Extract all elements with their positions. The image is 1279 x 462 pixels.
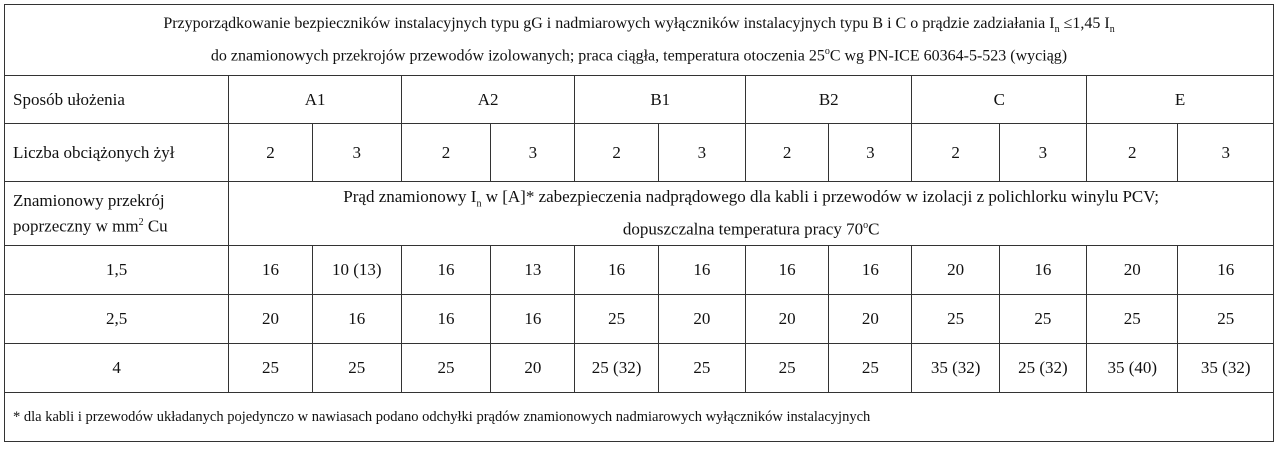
current-value: 16 (491, 295, 575, 344)
cores-cell: 3 (491, 124, 575, 182)
cores-cell: 3 (1178, 124, 1274, 182)
title-subscript: n (1109, 23, 1115, 35)
cores-row (5, 124, 1274, 182)
cores-cell: 2 (1087, 124, 1178, 182)
current-value: 25 (746, 344, 829, 393)
section-header-row (5, 182, 1274, 246)
title-text: Przyporządkowanie bezpieczników instalacyjnych typu gG i nadmiarowych wyłączników instalacyjnych typu B i C o prądzie zadziałania I (163, 14, 1055, 32)
description-text: C (868, 220, 880, 240)
current-value: 25 (32) (575, 344, 658, 393)
description-text: w [A]* zabezpieczenia nadprądowego dla kabli i przewodów w izolacji z polichlorku winylu PCV; (481, 186, 1160, 206)
superscript: 2 (138, 216, 144, 228)
rated-current-description (229, 182, 1274, 246)
description-text: dopuszczalna temperatura pracy 70 (622, 220, 864, 240)
cores-cell: 2 (912, 124, 999, 182)
current-value: 16 (829, 246, 912, 295)
cores-cell: 3 (658, 124, 745, 182)
current-value: 25 (829, 344, 912, 393)
footnote-row (5, 393, 1274, 442)
title-text: do znamionowych przekrojów przewodów izolowanych; praca ciągła, temperatura otoczenia 25 (210, 47, 825, 65)
cores-cell: 2 (401, 124, 490, 182)
method-label: Sposób ułożenia (5, 76, 229, 124)
current-value: 25 (1087, 295, 1178, 344)
current-value: 16 (999, 246, 1086, 295)
cores-cell: 3 (999, 124, 1086, 182)
current-value: 35 (40) (1087, 344, 1178, 393)
cross-section-value: 4 (5, 344, 229, 393)
method-header: A1 (229, 76, 402, 124)
cross-section-label-text: Cu (143, 216, 168, 236)
title-text: ≤1,45 I (1059, 14, 1110, 32)
table-row (5, 295, 1274, 344)
title-text: C wg PN-ICE 60364-5-523 (wyciąg) (829, 47, 1068, 65)
cross-section-label-text: poprzeczny w mm (13, 216, 139, 236)
cross-section-label-text: Znamionowy przekrój (13, 190, 165, 210)
current-value: 16 (401, 246, 490, 295)
table-row (5, 246, 1274, 295)
cross-section-value: 1,5 (5, 246, 229, 295)
current-value: 16 (658, 246, 745, 295)
table-container (4, 4, 1274, 456)
description-text: Prąd znamionowy I (343, 186, 477, 206)
current-value: 20 (658, 295, 745, 344)
current-value: 13 (491, 246, 575, 295)
current-value: 16 (401, 295, 490, 344)
current-value: 16 (229, 246, 312, 295)
method-header: A2 (401, 76, 575, 124)
method-header: E (1087, 76, 1274, 124)
fuse-assignment-table (4, 4, 1274, 442)
current-value: 20 (491, 344, 575, 393)
current-value: 25 (229, 344, 312, 393)
current-value: 20 (746, 295, 829, 344)
current-value: 25 (312, 344, 401, 393)
superscript: o (863, 220, 869, 232)
current-value: 35 (32) (1178, 344, 1274, 393)
current-value: 25 (658, 344, 745, 393)
method-header: C (912, 76, 1087, 124)
cores-cell: 2 (229, 124, 312, 182)
cores-cell: 3 (829, 124, 912, 182)
current-value: 25 (575, 295, 658, 344)
cores-label: Liczba obciążonych żył (5, 124, 229, 182)
footnote: * dla kabli i przewodów układanych pojedynczo w nawiasach podano odchyłki prądów znamionowych nadmiarowych wyłączników instalacyjnych (5, 393, 1274, 442)
current-value: 25 (32) (999, 344, 1086, 393)
cores-cell: 2 (746, 124, 829, 182)
current-value: 25 (1178, 295, 1274, 344)
current-value: 20 (912, 246, 999, 295)
table-row (5, 344, 1274, 393)
title-subscript: n (1054, 23, 1060, 35)
subscript: n (476, 198, 482, 210)
title-row (5, 5, 1274, 76)
current-value: 16 (1178, 246, 1274, 295)
current-value: 16 (312, 295, 401, 344)
current-value: 20 (1087, 246, 1178, 295)
cross-section-value: 2,5 (5, 295, 229, 344)
current-value: 16 (746, 246, 829, 295)
current-value: 25 (912, 295, 999, 344)
current-value: 25 (401, 344, 490, 393)
method-header: B2 (746, 76, 912, 124)
current-value: 35 (32) (912, 344, 999, 393)
current-value: 10 (13) (312, 246, 401, 295)
title-superscript: o (824, 45, 830, 57)
cores-cell: 2 (575, 124, 658, 182)
method-row (5, 76, 1274, 124)
method-header: B1 (575, 76, 746, 124)
current-value: 20 (229, 295, 312, 344)
current-value: 20 (829, 295, 912, 344)
current-value: 25 (999, 295, 1086, 344)
table-title (5, 5, 1274, 76)
cores-cell: 3 (312, 124, 401, 182)
cross-section-label (5, 182, 229, 246)
current-value: 16 (575, 246, 658, 295)
